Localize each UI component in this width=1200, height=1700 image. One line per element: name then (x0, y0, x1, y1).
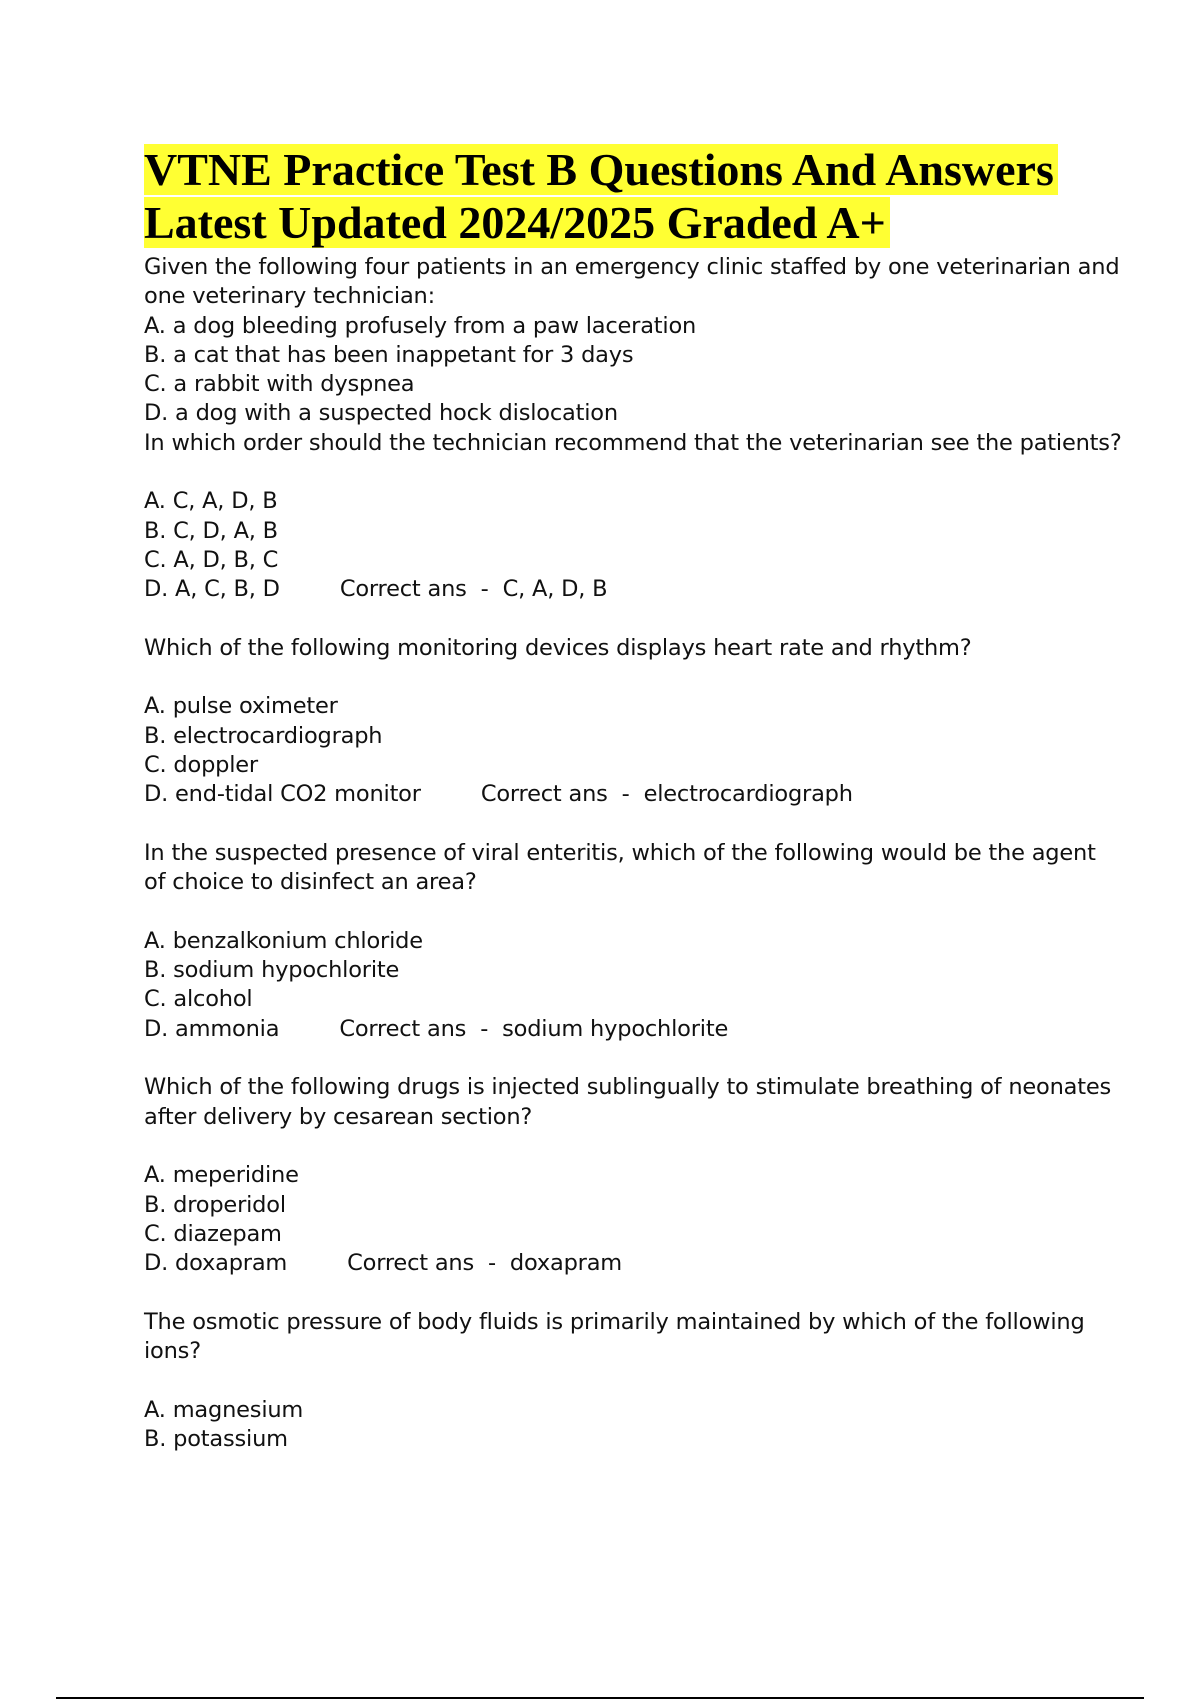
answer-option: D. doxapram (144, 1250, 288, 1277)
answer-option: B. sodium hypochlorite (144, 957, 400, 984)
correct-answer: C, A, D, B (502, 576, 608, 603)
question-4 (144, 1073, 1124, 1307)
question-2 (144, 634, 1124, 839)
question-stem-line: after delivery by cesarean section? (144, 1103, 533, 1130)
correct-answer-label: Correct ans (480, 781, 608, 808)
question-stem-line: B. a cat that has been inappetant for 3 days (144, 341, 634, 368)
question-stem-line: one veterinary technician: (144, 283, 435, 310)
question-stem-line: D. a dog with a suspected hock dislocation (144, 400, 618, 427)
answer-option: D. end-tidal CO2 monitor (144, 781, 421, 808)
answer-option: D. ammonia (144, 1015, 280, 1042)
answer-option: A. pulse oximeter (144, 693, 338, 720)
question-stem-line: ions? (144, 1337, 201, 1364)
answer-option: B. droperidol (144, 1191, 286, 1218)
question-stem-line: Which of the following drugs is injected sublingually to stimulate breathing of neonates (144, 1074, 1112, 1101)
correct-answer-label: Correct ans (347, 1250, 474, 1277)
correct-answer: doxapram (509, 1250, 623, 1277)
document-title (144, 143, 1124, 249)
correct-answer: electrocardiograph (643, 781, 853, 808)
answer-option: A. C, A, D, B (144, 488, 278, 515)
answer-option-with-answer (144, 1015, 1124, 1044)
question-stem-line: In which order should the technician recommend that the veterinarian see the patients? (144, 429, 1122, 456)
question-list (144, 253, 1124, 1454)
answer-option: A. magnesium (144, 1396, 304, 1423)
question-1 (144, 253, 1124, 634)
correct-answer-separator: - (480, 576, 489, 603)
answer-option: C. alcohol (144, 986, 253, 1013)
correct-answer-separator: - (480, 1015, 489, 1042)
answer-option: B. C, D, A, B (144, 517, 278, 544)
correct-answer-label: Correct ans (339, 576, 467, 603)
answer-option: C. A, D, B, C (144, 546, 279, 573)
answer-option: B. electrocardiograph (144, 722, 383, 749)
answer-option: D. A, C, B, D (144, 576, 280, 603)
footer-divider (56, 1697, 1144, 1699)
title-line-1: VTNE Practice Test B Questions And Answers (144, 144, 1058, 195)
question-stem-line: C. a rabbit with dyspnea (144, 371, 415, 398)
title-line-2: Latest Updated 2024/2025 Graded A+ (144, 197, 890, 248)
correct-answer: sodium hypochlorite (502, 1015, 729, 1042)
document-page (144, 143, 1124, 1454)
answer-option: C. diazepam (144, 1220, 282, 1247)
answer-option-with-answer (144, 1249, 1124, 1278)
correct-answer-separator: - (621, 781, 630, 808)
answer-option-with-answer (144, 780, 1124, 809)
question-stem-line: The osmotic pressure of body fluids is primarily maintained by which of the following (144, 1308, 1085, 1335)
answer-option: A. meperidine (144, 1162, 299, 1189)
answer-option: C. doppler (144, 752, 258, 779)
correct-answer-separator: - (488, 1250, 496, 1277)
correct-answer-label: Correct ans (339, 1015, 467, 1042)
question-stem-line: A. a dog bleeding profusely from a paw laceration (144, 312, 697, 339)
answer-option: A. benzalkonium chloride (144, 927, 423, 954)
question-5 (144, 1308, 1124, 1454)
question-3 (144, 839, 1124, 1073)
question-stem-line: In the suspected presence of viral enteritis, which of the following would be the agent (144, 839, 1096, 866)
answer-option: B. potassium (144, 1425, 288, 1452)
question-stem-line: Given the following four patients in an emergency clinic staffed by one veterinarian and (144, 254, 1120, 280)
question-stem-line: of choice to disinfect an area? (144, 869, 477, 896)
answer-option-with-answer (144, 575, 1124, 604)
question-stem-line: Which of the following monitoring devices displays heart rate and rhythm? (144, 634, 972, 661)
